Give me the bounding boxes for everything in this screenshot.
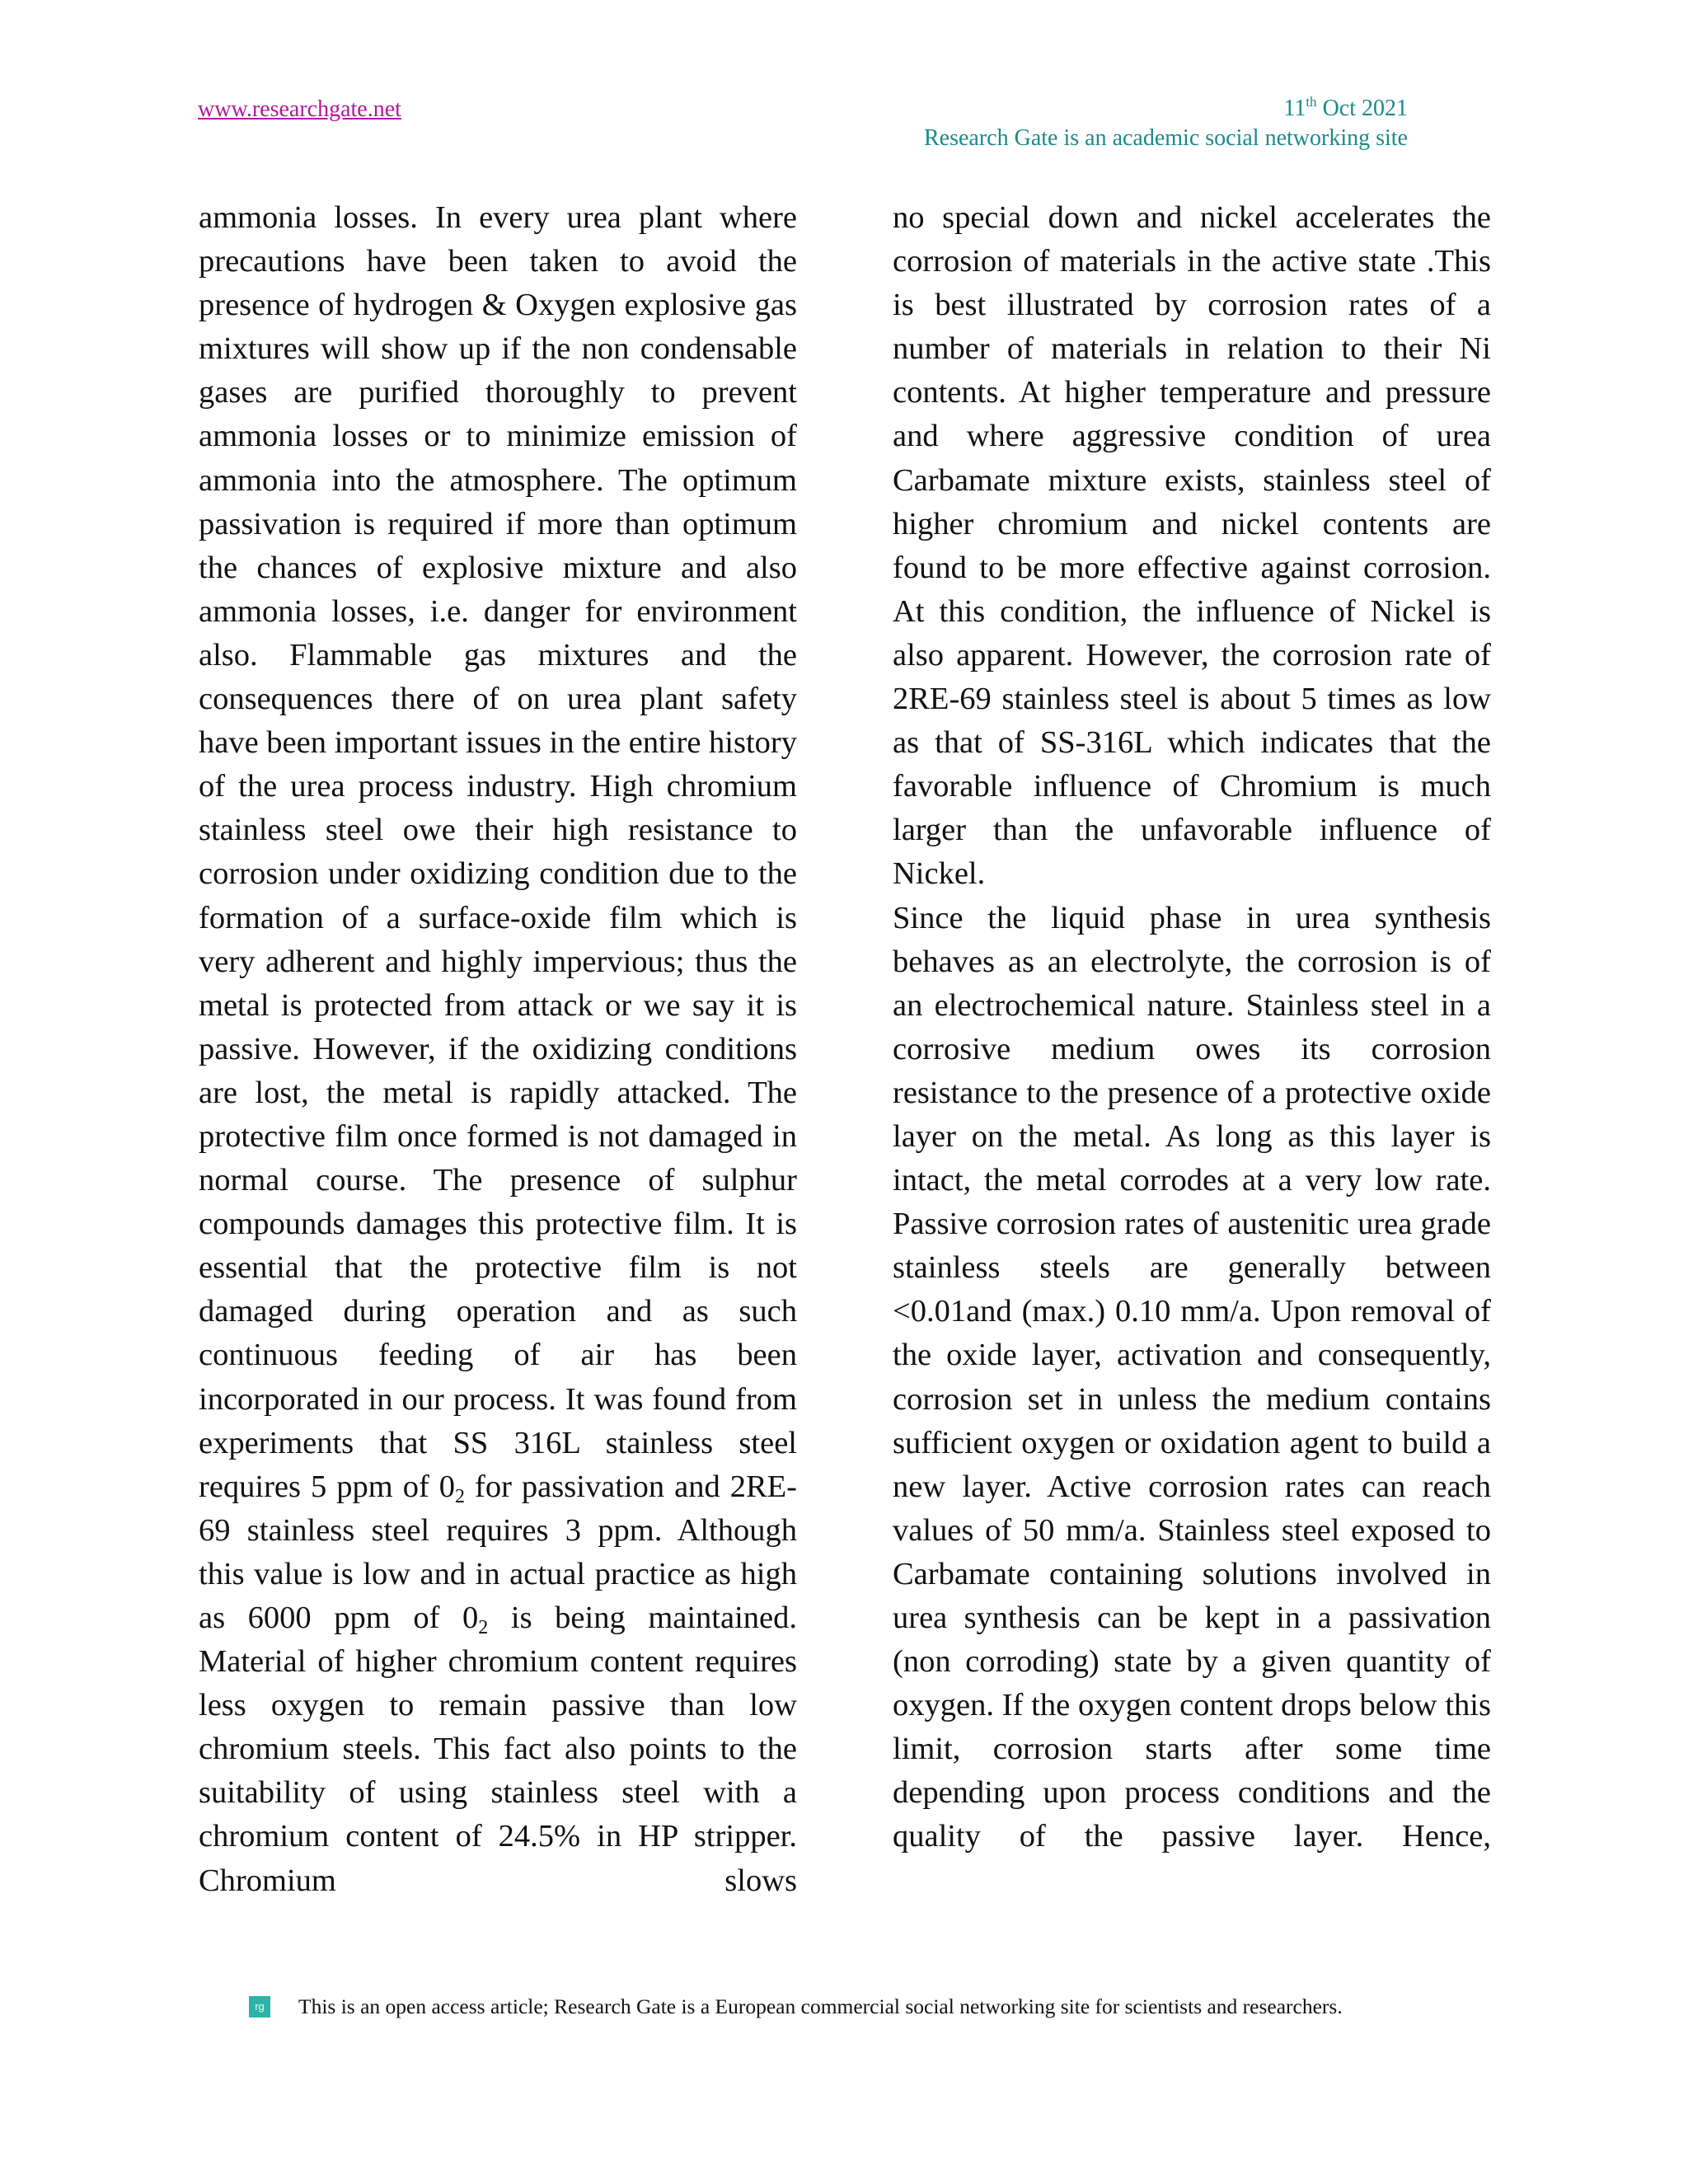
subscript-2: 2 [455,1485,466,1507]
researchgate-logo-icon: rg [249,1996,270,2018]
page-header-right [924,94,1408,153]
site-link[interactable]: www.researchgate.net [198,96,401,122]
header-tagline: Research Gate is an academic social networking site [924,125,1408,151]
left-column [199,196,797,1903]
left-text-part-2: for passivation and 2RE-69 stainless steel requires 3 ppm. Although this value is low and in actual practice as high as 6000 ppm of 0 [199,1469,797,1635]
left-text-part-1: ammonia losses. In every urea plant where precautions have been taken to avoid the presence of hydrogen & Oxygen explosive gas mixtures will show up if the non condensable gases are purified thoroughly to prevent ammonia losses or to minimize emission of ammonia into the atmosphere. The optimum passivation is required if more than optimum the chances of explosive mixture and also ammonia losses, i.e. danger for environment also. Flammable gas mixtures and the consequences there of on urea plant safety have been important issues in the entire history of the urea process industry. High chromium stainless steel owe their high resistance to corrosion under oxidizing condition due to the formation of a surface-oxide film which is very adherent and highly impervious; thus the metal is protected from attack or we say it is passive. However, if the oxidizing conditions are lost, the metal is rapidly attacked. The protective film once formed is not damaged in normal course. The presence of sulphur compounds damages this protective film. It is essential that the protective film is not damaged during operation and as such continuous feeding of air has been incorporated in our process. It was found from experiments that SS 316L stainless steel requires 5 ppm of 0 [199,200,797,1504]
footer-text: This is an open access article; Research Gate is a European commercial social networking site for scientists and researchers. [298,1994,1343,2018]
header-date [924,94,1408,124]
left-text-part-3: is being maintained. Material of higher chromium content requires less oxygen to remain passive than low chromium steels. This fact also points to the suitability of using stainless steel with a chromium content of 24.5% in HP stripper. Chromium slows [199,1601,797,1898]
date-day: 11 [1283,96,1306,121]
right-paragraph-2: Since the liquid phase in urea synthesis behaves as an electrolyte, the corrosion is of an electrochemical nature. Stainless steel in a corrosive medium owes its corrosion resistance to the presence of a protective oxide layer on the metal. As long as this layer is intact, the metal corrodes at a very low rate. Passive corrosion rates of austenitic urea grade stainless steels are generally between <0.01and (max.) 0.10 mm/a. Upon removal of the oxide layer, activation and consequently, corrosion set in unless the medium contains sufficient oxygen or oxidation agent to build a new layer. Active corrosion rates can reach values of 50 mm/a. Stainless steel exposed to Carbamate containing solutions involved in urea synthesis can be kept in a passivation (non corroding) state by a given quantity of oxygen. If the oxygen content drops below this limit, corrosion starts after some time depending upon process conditions and the quality of the passive layer. Hence, [893,900,1491,1854]
date-rest: Oct 2021 [1316,96,1408,121]
left-paragraph [199,196,797,1903]
right-column [893,196,1491,1859]
date-suffix: th [1306,94,1317,110]
page-footer [249,1990,1343,2023]
subscript-2: 2 [478,1617,489,1638]
right-paragraph-1: no special down and nickel accelerates the corrosion of materials in the active state .This is best illustrated by corrosion rates of a number of materials in relation to their Ni contents. At higher temperature and pressure and where aggressive condition of urea Carbamate mixture exists, stainless steel of higher chromium and nickel contents are found to be more effective against corrosion. At this condition, the influence of Nickel is also apparent. However, the corrosion rate of 2RE-69 stainless steel is about 5 times as low as that of SS-316L which indicates that the favorable influence of Chromium is much larger than the unfavorable influence of Nickel. [893,200,1491,892]
